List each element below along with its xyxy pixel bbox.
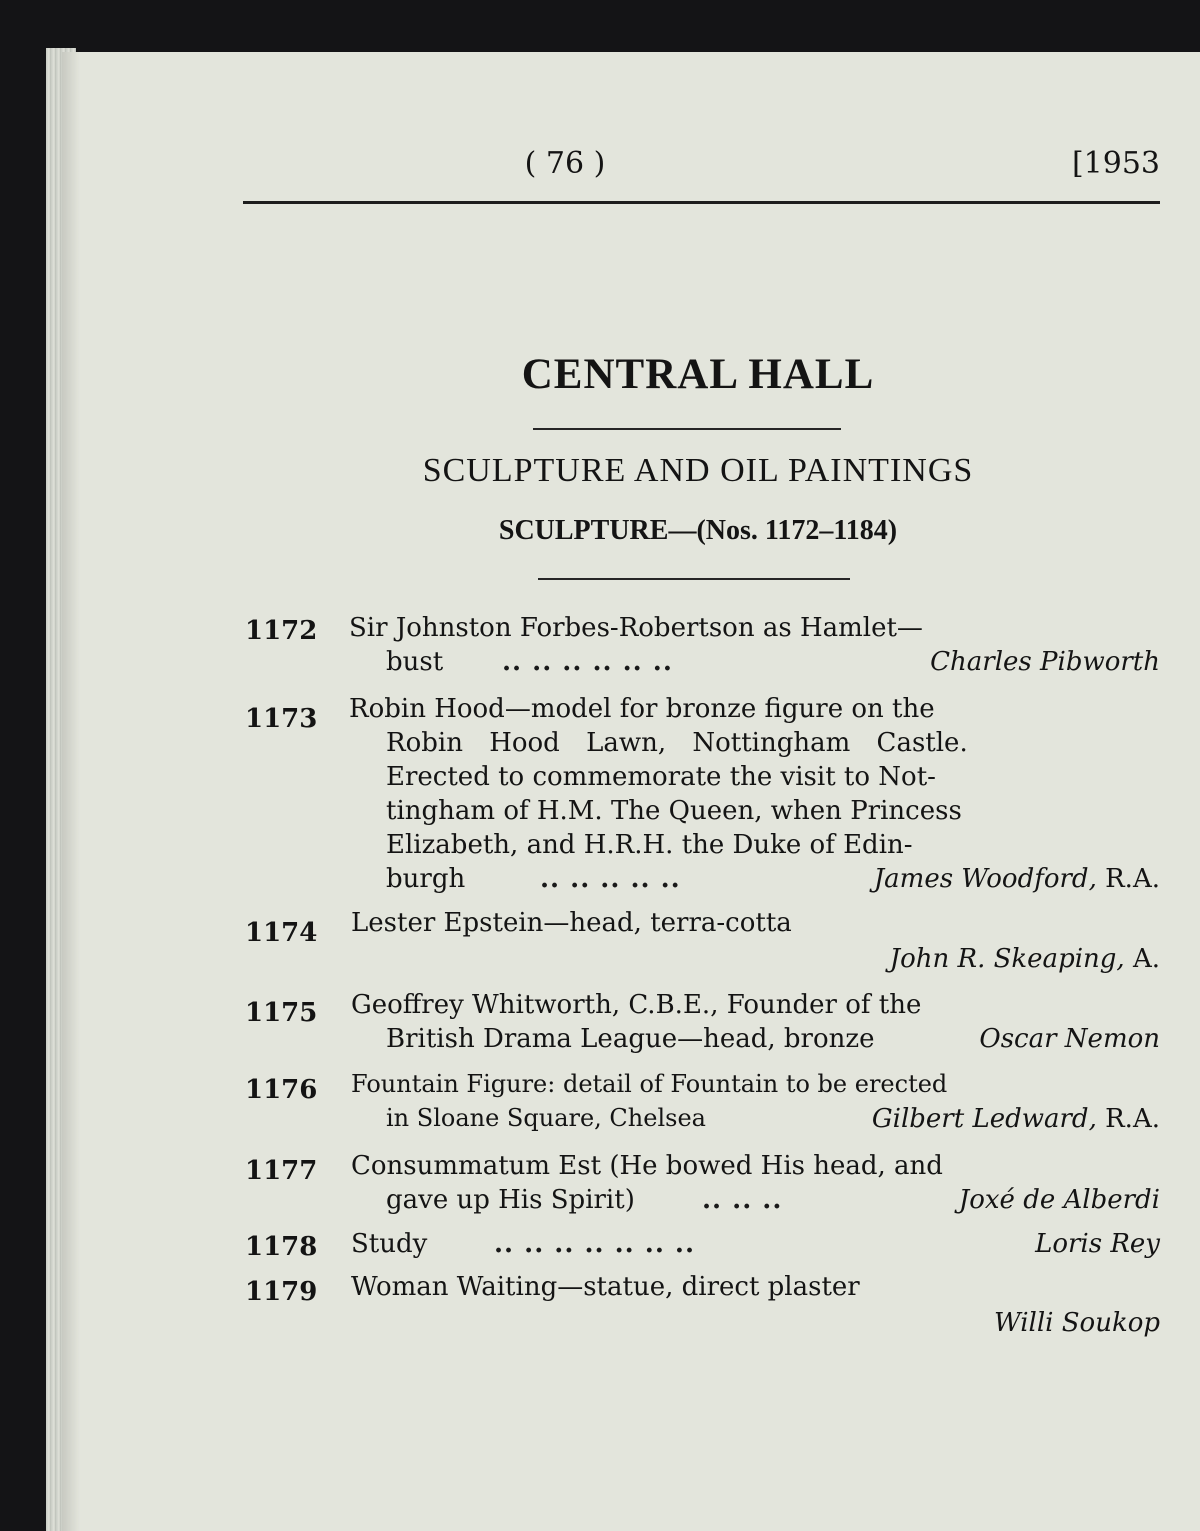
artist-suffix: R.A. — [1105, 864, 1160, 894]
header-rule — [243, 201, 1160, 204]
entry-title-line: Robin Hood—model for bronze figure on the — [349, 694, 935, 724]
entry-number: 1176 — [245, 1075, 318, 1105]
entry-artist — [890, 944, 1160, 974]
catalogue-page — [62, 52, 1200, 1531]
entry-title-line: in Sloane Square, Chelsea — [386, 1104, 706, 1132]
artist-name: John R. Skeaping, — [889, 944, 1125, 974]
entry-title-line: Robin Hood Lawn, Nottingham Castle. — [386, 728, 968, 758]
entry-title-line: Consummatum Est (He bowed His head, and — [351, 1151, 943, 1181]
entry-title-line: tingham of H.M. The Queen, when Princess — [386, 796, 962, 826]
dot-leader: .. .. .. .. .. .. .. — [494, 1229, 696, 1259]
page-subtitle: SCULPTURE AND OIL PAINTINGS — [422, 452, 974, 489]
artist-name: Gilbert Ledward, — [871, 1104, 1097, 1134]
entry-title-line: burgh — [386, 864, 466, 894]
entry-title-line: Woman Waiting—statue, direct plaster — [351, 1272, 860, 1302]
entry-number: 1179 — [245, 1277, 318, 1307]
page-number: ( 76 ) — [524, 146, 606, 181]
artist-name: Willi Soukop — [993, 1308, 1160, 1338]
entry-title-line: Study — [351, 1229, 428, 1259]
entry-title-line: Lester Epstein—head, terra-cotta — [351, 908, 792, 938]
entry-title-line: British Drama League—head, bronze — [386, 1024, 875, 1054]
section-rule — [538, 578, 850, 580]
entry-title-line: Sir Johnston Forbes-Robertson as Hamlet— — [349, 613, 923, 643]
entry-number: 1174 — [245, 918, 318, 948]
artist-name: Oscar Nemon — [979, 1024, 1160, 1054]
entry-number: 1175 — [245, 998, 318, 1028]
entry-title-line: gave up His Spirit) — [386, 1185, 635, 1215]
entry-artist — [872, 1104, 1160, 1134]
dot-leader: .. .. .. .. .. — [540, 864, 681, 894]
entry-title-line: bust — [386, 647, 444, 677]
entry-title-line: Fountain Figure: detail of Fountain to be erected — [351, 1070, 948, 1098]
entry-artist — [979, 1024, 1160, 1054]
artist-suffix: R.A. — [1105, 1104, 1160, 1134]
entry-title-line: Erected to commemorate the visit to Not- — [386, 762, 936, 792]
entry-artist — [874, 864, 1160, 894]
artist-name: Loris Rey — [1035, 1229, 1160, 1259]
dot-leader: .. .. .. — [702, 1185, 783, 1215]
artist-name: James Woodford, — [873, 864, 1097, 894]
entry-artist — [994, 1308, 1160, 1338]
entry-artist — [930, 647, 1160, 677]
entry-number: 1178 — [245, 1232, 318, 1262]
page-year: [1953 — [1071, 146, 1160, 181]
entry-title-line: Elizabeth, and H.R.H. the Duke of Edin- — [386, 830, 913, 860]
title-rule — [533, 428, 841, 430]
entry-number: 1173 — [245, 704, 318, 734]
entry-number: 1177 — [245, 1156, 318, 1186]
artist-suffix: A. — [1132, 944, 1160, 974]
dot-leader: .. .. .. .. .. .. — [502, 647, 673, 677]
artist-name: Charles Pibworth — [930, 647, 1160, 677]
entry-title-line: Geoffrey Whitworth, C.B.E., Founder of the — [351, 990, 922, 1020]
section-heading: SCULPTURE—(Nos. 1172–1184) — [498, 515, 898, 546]
artist-name: Joxé de Alberdi — [958, 1185, 1160, 1215]
entry-number: 1172 — [245, 616, 318, 646]
entry-artist — [959, 1185, 1160, 1215]
entry-artist — [1035, 1229, 1160, 1259]
page-title: CENTRAL HALL — [521, 351, 875, 398]
